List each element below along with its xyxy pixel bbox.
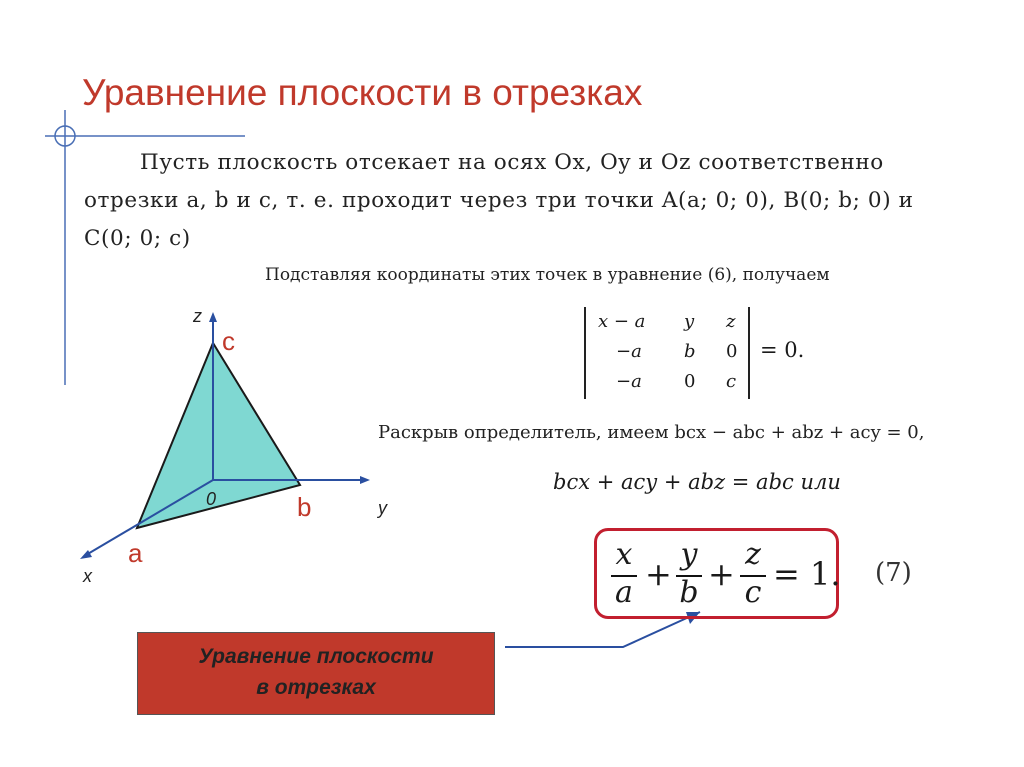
- plane-diagram: [70, 295, 387, 595]
- plus-sign: +: [645, 555, 672, 593]
- det-cell: y: [684, 311, 695, 332]
- paragraph-line-2: отрезки a, b и c, т. е. проходит через три точки A(a; 0; 0), B(0; b; 0) и: [84, 188, 914, 213]
- determinant: [584, 305, 824, 400]
- formula-box: [594, 528, 839, 619]
- frac-y-num: y: [680, 537, 698, 572]
- equation-number: (7): [875, 558, 912, 588]
- frac-x-num: x: [615, 537, 633, 572]
- x-axis: [86, 480, 213, 555]
- det-cell: x − a: [598, 311, 646, 332]
- frac-x-den: a: [615, 575, 633, 610]
- frac-z-den: c: [744, 575, 762, 610]
- origin-label: 0: [206, 489, 217, 509]
- z-axis-arrow: [209, 312, 217, 322]
- axis-y-label: y: [378, 498, 387, 518]
- callout-text: Уравнение плоскости в отрезках: [198, 645, 434, 699]
- paragraph-line-1: Пусть плоскость отсекает на осях Ox, Oy и Oz соответственно: [140, 150, 884, 175]
- page-title: Уравнение плоскости в отрезках: [82, 72, 643, 113]
- equals-one: = 1.: [773, 555, 841, 593]
- det-cell: 0: [726, 341, 738, 362]
- determinant-rhs: = 0.: [760, 338, 805, 362]
- substitute-text: Подставляя координаты этих точек в уравнение (6), получаем: [265, 265, 830, 285]
- determinant-right-bar: [748, 307, 750, 399]
- plus-sign: +: [708, 555, 735, 593]
- det-cell: 0: [684, 371, 696, 392]
- point-b-label: b: [297, 492, 312, 522]
- determinant-left-bar: [584, 307, 586, 399]
- point-a-label: a: [128, 538, 143, 568]
- det-cell: z: [726, 311, 736, 332]
- det-cell: −a: [616, 341, 642, 362]
- axis-z-label: z: [193, 306, 202, 326]
- det-cell: −a: [616, 371, 642, 392]
- axis-x-label: x: [83, 566, 92, 586]
- callout-box: [137, 632, 495, 715]
- equation-2: bcx + acy + abz = abc или: [553, 470, 841, 494]
- frac-y-den: b: [679, 575, 699, 610]
- det-cell: c: [726, 371, 737, 392]
- frac-z-num: z: [745, 537, 761, 572]
- y-axis-arrow: [360, 476, 370, 484]
- point-c-label: c: [222, 326, 235, 356]
- paragraph-line-3: C(0; 0; c): [84, 226, 191, 251]
- expand-text: Раскрыв определитель, имеем bcx − abc + abz + acy = 0,: [378, 422, 925, 443]
- x-axis-arrow: [80, 550, 92, 559]
- plane-triangle: [137, 343, 300, 528]
- det-cell: b: [684, 341, 696, 362]
